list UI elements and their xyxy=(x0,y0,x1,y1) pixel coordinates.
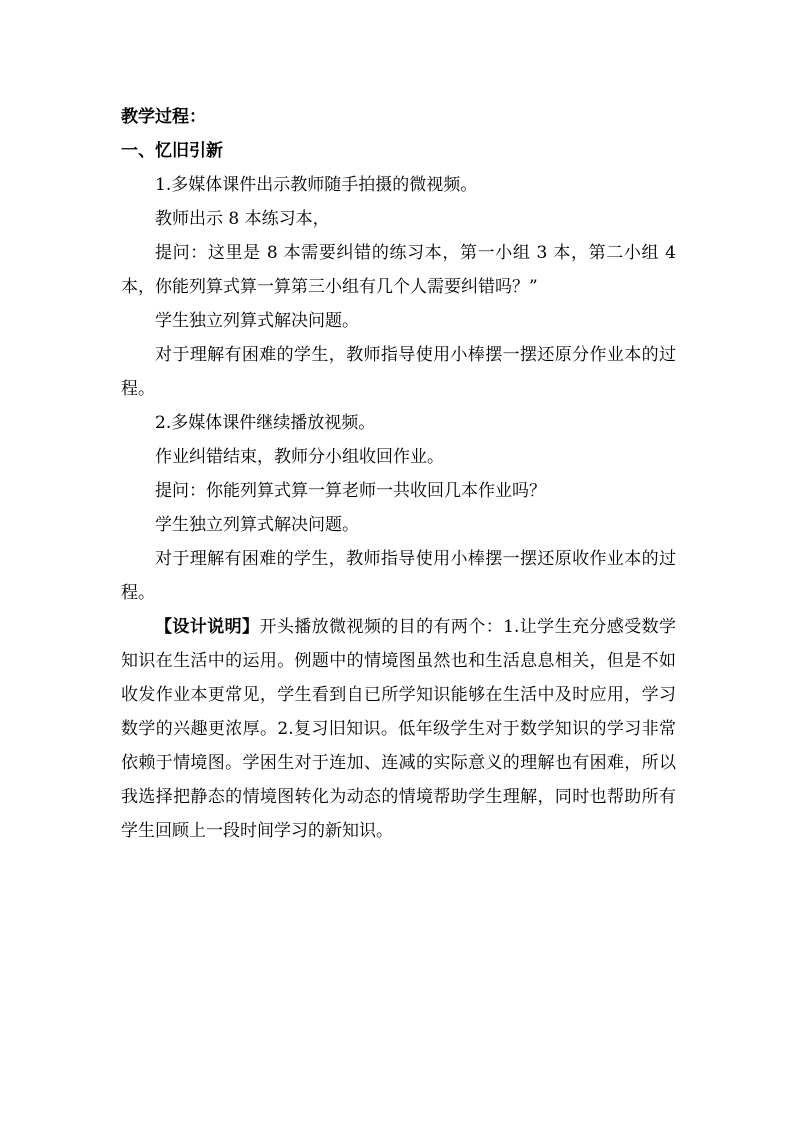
section-heading: 一、忆旧引新 xyxy=(121,141,223,161)
paragraph-step-1: 1.多媒体课件出示教师随手拍摄的微视频。 xyxy=(155,175,478,195)
paragraph-teacher-shows: 教师出示 8 本练习本， xyxy=(155,209,330,229)
paragraph-collect-homework: 作业纠错结束，教师分小组收回作业。 xyxy=(155,447,444,467)
design-note xyxy=(121,610,676,848)
design-note-tag: 【设计说明】 xyxy=(155,617,260,637)
paragraph-students-solve-2: 学生独立列算式解决问题。 xyxy=(155,515,359,535)
paragraph-students-solve-1: 学生独立列算式解决问题。 xyxy=(155,311,359,331)
page-title: 教学过程： xyxy=(121,107,206,127)
design-note-text: 开头播放微视频的目的有两个：1.让学生充分感受数学知识在生活中的运用。例题中的情境图虽然也和生活息息相关，但是不如收发作业本更常见，学生看到自已所学知识能够在生活中及时应用，学习数学的兴趣更浓厚。2.复习旧知识。低年级学生对于数学知识的学习非常依赖于情境图。学困生对于连加、连减的实际意义的理解也有困难，所以我选择把静态的情境图转化为动态的情境帮助学生理解，同时也帮助所有学生回顾上一段时间学习的新知识。 xyxy=(121,617,676,841)
paragraph-step-2: 2.多媒体课件继续播放视频。 xyxy=(155,413,376,433)
paragraph-question-1: 提问：这里是 8 本需要纠错的练习本，第一小组 3 本，第二小组 4 本，你能列算式算一算第三小组有几个人需要纠错吗？” xyxy=(121,243,676,297)
paragraph-question-2: 提问：你能列算式算一算老师一共收回几本作业吗？ xyxy=(155,481,546,501)
paragraph-help-2: 对于理解有困难的学生，教师指导使用小棒摆一摆还原收作业本的过程。 xyxy=(121,549,676,603)
paragraph-help-1: 对于理解有困难的学生，教师指导使用小棒摆一摆还原分作业本的过程。 xyxy=(121,345,676,399)
document-body xyxy=(121,100,676,848)
